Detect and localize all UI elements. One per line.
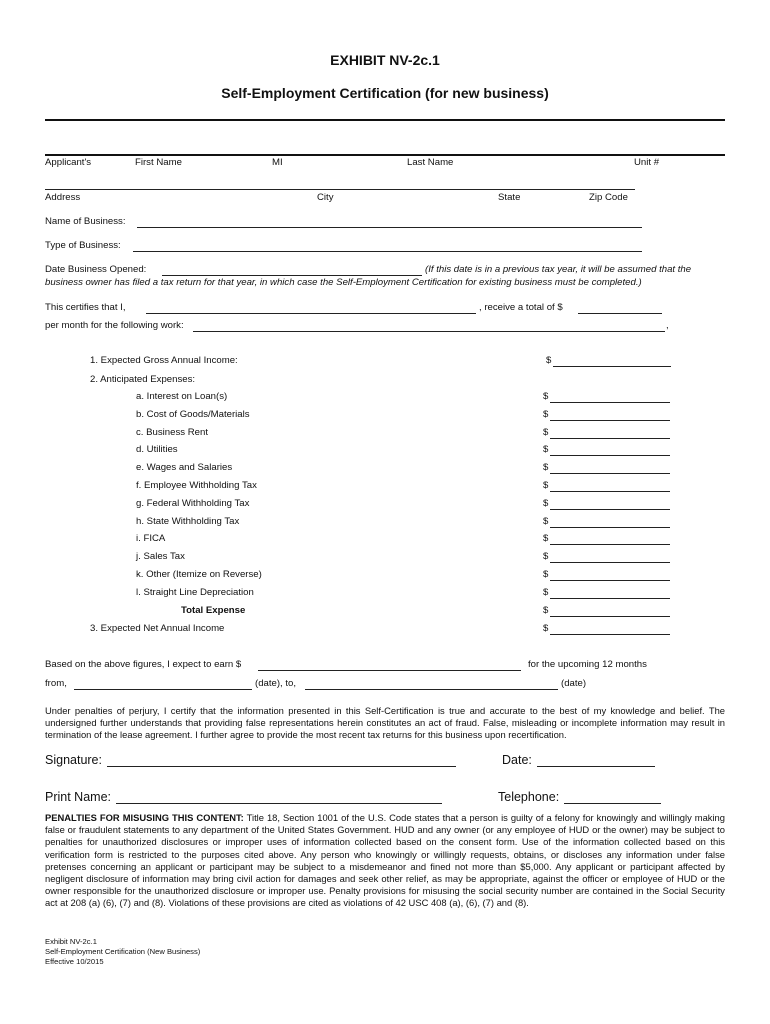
expense-amount-field[interactable] [550,527,670,528]
net-income-label: 3. Expected Net Annual Income [90,623,225,634]
expense-item-label: d. Utilities [136,444,178,455]
expense-item-label: e. Wages and Salaries [136,462,233,473]
expense-item-label: b. Cost of Goods/Materials [136,409,250,420]
total-expense-label: Total Expense [181,605,246,616]
certifier-name-field[interactable] [146,313,476,314]
date-opened-field[interactable] [162,275,422,276]
gross-income-label: 1. Expected Gross Annual Income: [90,355,238,366]
expense-dollar-sign: $ [543,462,549,473]
unit-label: Unit # [634,157,660,168]
address-label: Address [45,192,81,203]
expense-dollar-sign: $ [543,391,549,402]
expense-amount-field[interactable] [550,598,670,599]
page-title: Self-Employment Certification (for new business) [221,85,549,101]
expense-dollar-sign: $ [543,551,549,562]
footer-exhibit: Exhibit NV-2c.1 [45,937,97,946]
expense-dollar-sign: $ [543,533,549,544]
expenses-label: 2. Anticipated Expenses: [90,374,196,385]
gross-income-field[interactable] [553,366,671,367]
expense-item-label: h. State Withholding Tax [136,516,240,527]
date-note-line2: business owner has filed a tax return for that year, in which case the Self-Employment Certification for existing business must be completed.) [45,277,642,288]
business-type-label: Type of Business: [45,240,121,251]
perjury-statement: Under penalties of perjury, I certify that the information presented in this Self-Certification is true and accurate to the best of my knowledge and belief. The undersigned further understands that providing false representations herein constitutes an act of fraud. False, misleading or incomplete information may result in termination of the lease agreement. I further agree to provide the most recent tax returns for this business upon recertification. [45,705,725,741]
footer-form-name: Self-Employment Certification (New Business) [45,947,201,956]
receive-total-label: , receive a total of $ [479,302,563,313]
expense-item-label: j. Sales Tax [136,551,185,562]
expense-amount-field[interactable] [550,544,670,545]
date-to-label: (date), to, [255,678,297,689]
city-label: City [317,192,334,203]
gross-dollar-sign: $ [546,355,552,366]
exhibit-number: EXHIBIT NV-2c.1 [330,52,440,68]
expense-amount-field[interactable] [550,455,670,456]
expense-dollar-sign: $ [543,409,549,420]
expense-dollar-sign: $ [543,480,549,491]
date-note-line1: (If this date is in a previous tax year, it will be assumed that the [425,264,692,275]
business-name-label: Name of Business: [45,216,126,227]
signature-field[interactable] [107,766,456,767]
based-on-label: Based on the above figures, I expect to earn $ [45,659,242,670]
net-income-field[interactable] [550,634,670,635]
business-name-field[interactable] [137,227,642,228]
date-label: Date: [502,753,532,767]
expense-item-label: a. Interest on Loan(s) [136,391,228,402]
total-dollar-sign: $ [543,605,549,616]
telephone-label: Telephone: [498,790,560,804]
expense-item-label: i. FICA [136,533,166,544]
certifies-label: This certifies that I, [45,302,126,313]
expected-earnings-field[interactable] [258,670,521,671]
penalties-paragraph [45,812,725,910]
expense-dollar-sign: $ [543,498,549,509]
expense-dollar-sign: $ [543,569,549,580]
to-date-field[interactable] [305,689,558,690]
applicants-label: Applicant's [45,157,92,168]
expense-amount-field[interactable] [550,473,670,474]
business-type-field[interactable] [133,251,642,252]
expense-dollar-sign: $ [543,444,549,455]
per-month-label: per month for the following work: [45,320,184,331]
expense-amount-field[interactable] [550,491,670,492]
expense-amount-field[interactable] [550,580,670,581]
upcoming-months-label: for the upcoming 12 months [528,659,647,670]
penalties-text: Title 18, Section 1001 of the U.S. Code states that a person is guilty of a felony for knowingly and willingly making false or fraudulent statements to any department of the United States Government. HUD and any owner (or any employee of HUD or the owner) may be subject to penalties for unauthorized disclosures or improper uses of information collected based on the consent form. Use of the information collected based on this verification form is restricted to the purposes cited above. Any person who knowingly or willingly requests, obtains, or discloses any information under false pretenses concerning an applicant or participant may be subject to a misdemeanor and fined not more than $5,000. Any applicant or participant affected by negligent disclosure of information may bring civil action for damages and seek other relief, as may be appropriate, against the officer or employee of HUD or the owner responsible for the unauthorized disclosure or improper use. Penalty provisions for misusing the social security number are contained in the Social Security act at 208 (a) (6), (7) and (8). Violations of these provisions are cited as violations of 42 USC 408 (a), (6), (7) and (8). [45,812,725,909]
from-date-field[interactable] [74,689,252,690]
zip-label: Zip Code [589,192,628,203]
title-divider [45,119,725,121]
applicant-top-rule[interactable] [45,154,725,156]
expense-item-label: g. Federal Withholding Tax [136,498,250,509]
total-expense-field[interactable] [550,616,670,617]
mi-label: MI [272,157,283,168]
telephone-field[interactable] [564,803,661,804]
date-end-label: (date) [561,678,587,689]
expense-item-label: k. Other (Itemize on Reverse) [136,569,262,580]
monthly-total-field[interactable] [578,313,662,314]
expense-item-label: f. Employee Withholding Tax [136,480,257,491]
work-description-field[interactable] [193,331,665,332]
expense-dollar-sign: $ [543,516,549,527]
penalties-heading: PENALTIES FOR MISUSING THIS CONTENT: [45,812,244,823]
expense-dollar-sign: $ [543,587,549,598]
footer [45,937,200,967]
footer-effective-date: Effective 10/2015 [45,957,104,966]
net-dollar-sign: $ [543,623,549,634]
expense-amount-field[interactable] [550,562,670,563]
expense-amount-field[interactable] [550,509,670,510]
expense-amount-field[interactable] [550,438,670,439]
signature-label: Signature: [45,753,102,767]
date-opened-label: Date Business Opened: [45,264,147,275]
first-name-label: First Name [135,157,182,168]
address-field[interactable] [45,189,635,190]
last-name-label: Last Name [407,157,454,168]
expense-item-label: l. Straight Line Depreciation [136,587,254,598]
expense-item-label: c. Business Rent [136,427,208,438]
expense-amount-field[interactable] [550,402,670,403]
work-end-comma: , [666,320,669,331]
state-label: State [498,192,521,203]
from-label: from, [45,678,67,689]
print-name-field[interactable] [116,803,442,804]
print-name-label: Print Name: [45,790,111,804]
signature-date-field[interactable] [537,766,655,767]
expense-amount-field[interactable] [550,420,670,421]
expense-dollar-sign: $ [543,427,549,438]
